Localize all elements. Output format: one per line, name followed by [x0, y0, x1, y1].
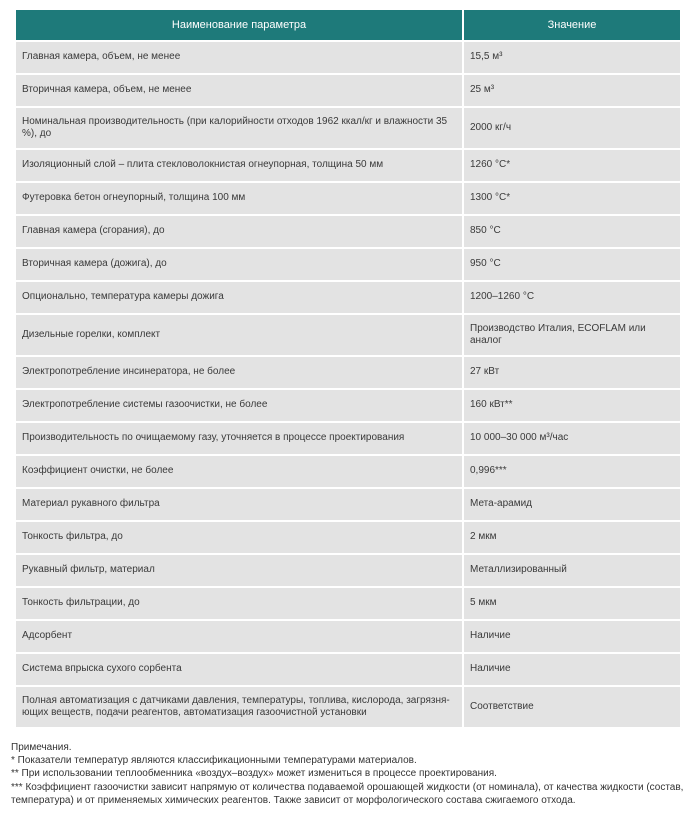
table-row: [16, 357, 680, 388]
parameter-cell: Вторичная камера, объем, не менее: [16, 75, 462, 106]
table-row: [16, 249, 680, 280]
table-row: [16, 588, 680, 619]
header-value: Значение: [464, 10, 680, 40]
table-row: [16, 654, 680, 685]
parameter-cell: Опционально, температура камеры дожига: [16, 282, 462, 313]
parameter-cell: Система впрыска сухого сорбента: [16, 654, 462, 685]
note-3: *** Коэффициент газоочистки зависит напрямую от количества подаваемой орошающей жидкости (от номинала), от качества жидкости (состав, температура) и от применяемых химических реагентов. Также зависит от морфологического состава сжигаемого отхода.: [11, 781, 684, 806]
value-cell: 25 м³: [464, 75, 680, 106]
parameter-cell: Главная камера, объем, не менее: [16, 42, 462, 73]
parameter-cell: Тонкость фильтрации, до: [16, 588, 462, 619]
table-row: [16, 282, 680, 313]
parameter-cell: Электропотребление системы газоочистки, не более: [16, 390, 462, 421]
parameter-cell: Полная автоматизация с датчиками давления, температуры, топлива, кислорода, загрязня-ющих веществ, подачи реагентов, автоматизация газоочистной установки: [16, 687, 462, 727]
table-row: [16, 42, 680, 73]
notes: [11, 741, 687, 807]
value-cell: 1260 °С*: [464, 150, 680, 181]
value-cell: 850 °С: [464, 216, 680, 247]
parameter-cell: Производительность по очищаемому газу, уточняется в процессе проектирования: [16, 423, 462, 454]
table-row: [16, 108, 680, 148]
parameter-cell: Тонкость фильтра, до: [16, 522, 462, 553]
value-cell: Металлизированный: [464, 555, 680, 586]
value-cell: 950 °С: [464, 249, 680, 280]
value-cell: 27 кВт: [464, 357, 680, 388]
table-row: [16, 555, 680, 586]
table-header-row: [16, 10, 680, 40]
table-row: [16, 390, 680, 421]
value-cell: Соответствие: [464, 687, 680, 727]
note-2: ** При использовании теплообменника «воздух–воздух» может измениться в процессе проектирования.: [11, 768, 497, 780]
value-cell: Наличие: [464, 621, 680, 652]
value-cell: 5 мкм: [464, 588, 680, 619]
value-cell: 160 кВт**: [464, 390, 680, 421]
table-row: [16, 522, 680, 553]
value-cell: 1200–1260 °С: [464, 282, 680, 313]
value-cell: 15,5 м³: [464, 42, 680, 73]
table-row: [16, 315, 680, 355]
value-cell: Производство Италия, ECOFLAM или аналог: [464, 315, 680, 355]
value-cell: 2 мкм: [464, 522, 680, 553]
spec-table: [14, 8, 682, 729]
parameter-cell: Материал рукавного фильтра: [16, 489, 462, 520]
header-parameter: Наименование параметра: [16, 10, 462, 40]
value-cell: Мета-арамид: [464, 489, 680, 520]
parameter-cell: Коэффициент очистки, не более: [16, 456, 462, 487]
parameter-cell: Электропотребление инсинератора, не более: [16, 357, 462, 388]
value-cell: 0,996***: [464, 456, 680, 487]
parameter-cell: Номинальная производительность (при калорийности отходов 1962 ккал/кг и влажности 35 %), до: [16, 108, 462, 148]
table-row: [16, 183, 680, 214]
parameter-cell: Изоляционный слой – плита стекловолокнистая огнеупорная, толщина 50 мм: [16, 150, 462, 181]
table-row: [16, 621, 680, 652]
parameter-cell: Футеровка бетон огнеупорный, толщина 100 мм: [16, 183, 462, 214]
table-body: [16, 42, 680, 727]
value-cell: Наличие: [464, 654, 680, 685]
table-row: [16, 75, 680, 106]
value-cell: 2000 кг/ч: [464, 108, 680, 148]
notes-title: Примечания.: [11, 742, 72, 753]
parameter-cell: Главная камера (сгорания), до: [16, 216, 462, 247]
parameter-cell: Адсорбент: [16, 621, 462, 652]
value-cell: 1300 °С*: [464, 183, 680, 214]
table-row: [16, 456, 680, 487]
note-1: * Показатели температур являются классификационными температурами материалов.: [11, 755, 417, 767]
parameter-cell: Дизельные горелки, комплект: [16, 315, 462, 355]
value-cell: 10 000–30 000 м³/час: [464, 423, 680, 454]
table-row: [16, 687, 680, 727]
table-row: [16, 216, 680, 247]
table-row: [16, 489, 680, 520]
table-row: [16, 423, 680, 454]
parameter-cell: Рукавный фильтр, материал: [16, 555, 462, 586]
table-row: [16, 150, 680, 181]
parameter-cell: Вторичная камера (дожига), до: [16, 249, 462, 280]
